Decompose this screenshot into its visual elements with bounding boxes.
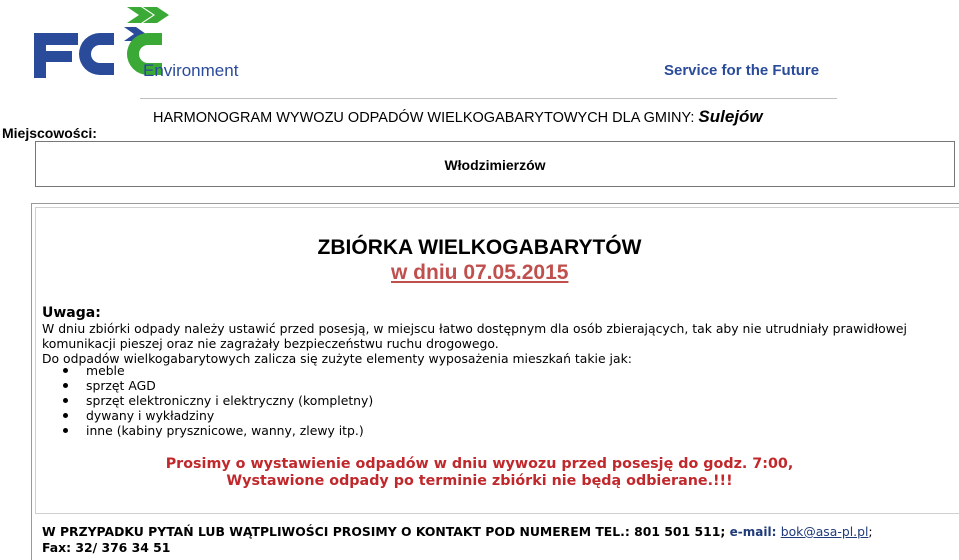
schedule-heading: [153, 107, 763, 127]
warning-label: Uwaga:: [42, 305, 101, 321]
header-divider: [140, 98, 837, 99]
list-item: dywany i wykładziny: [42, 408, 373, 423]
slogan: Service for the Future: [664, 62, 820, 79]
schedule-heading-text: HARMONOGRAM WYWOZU ODPADÓW WIELKOGABARYTOWYCH DLA GMINY:: [153, 110, 695, 126]
municipality-name: Sulejów: [698, 107, 763, 126]
request-line-1: Prosimy o wystawienie odpadów w dniu wywozu przed posesję do godz. 7:00,: [165, 456, 794, 472]
brand-suffix: Environment: [143, 61, 239, 80]
notice-paragraph-2: komunikacji pieszej oraz nie zagrażały bezpieczeństwu ruchu drogowego.: [42, 336, 499, 351]
list-item: sprzęt AGD: [42, 378, 373, 393]
email-label: e-mail:: [729, 525, 777, 539]
request-line-2: Wystawione odpady po terminie zbiórki nie będą odbierane.!!!: [226, 473, 733, 489]
village-box: [35, 141, 955, 187]
item-list: [42, 363, 373, 438]
list-item: inne (kabiny prysznicowe, wanny, zlewy itp.): [42, 423, 373, 438]
contact-separator: ;: [868, 524, 873, 539]
fax-number: Fax: 32/ 376 34 51: [42, 540, 171, 555]
notice-title: ZBIÓRKA WIELKOGABARYTÓW: [317, 236, 642, 259]
contact-text: W PRZYPADKU PYTAŃ LUB WĄTPLIWOŚCI PROSIMY O KONTAKT POD NUMEREM TEL.: 801 501 511;: [42, 524, 726, 539]
location-label: Miejscowości:: [2, 125, 97, 141]
village-name: Włodzimierzów: [444, 157, 546, 173]
collection-date: w dniu 07.05.2015: [391, 261, 569, 284]
list-item: sprzęt elektroniczny i elektryczny (kompletny): [42, 393, 373, 408]
list-item: meble: [42, 363, 373, 378]
contact-line: [42, 524, 873, 539]
notice-paragraph-3: Do odpadów wielkogabarytowych zalicza się zużyte elementy wyposażenia mieszkań takie jak:: [42, 351, 632, 366]
notice-paragraph-1: W dniu zbiórki odpady należy ustawić przed posesją, w miejscu łatwo dostępnym dla osób zbierających, tak aby nie utrudniały prawidłowej: [42, 321, 907, 336]
email-link[interactable]: bok@asa-pl.pl: [780, 524, 869, 539]
